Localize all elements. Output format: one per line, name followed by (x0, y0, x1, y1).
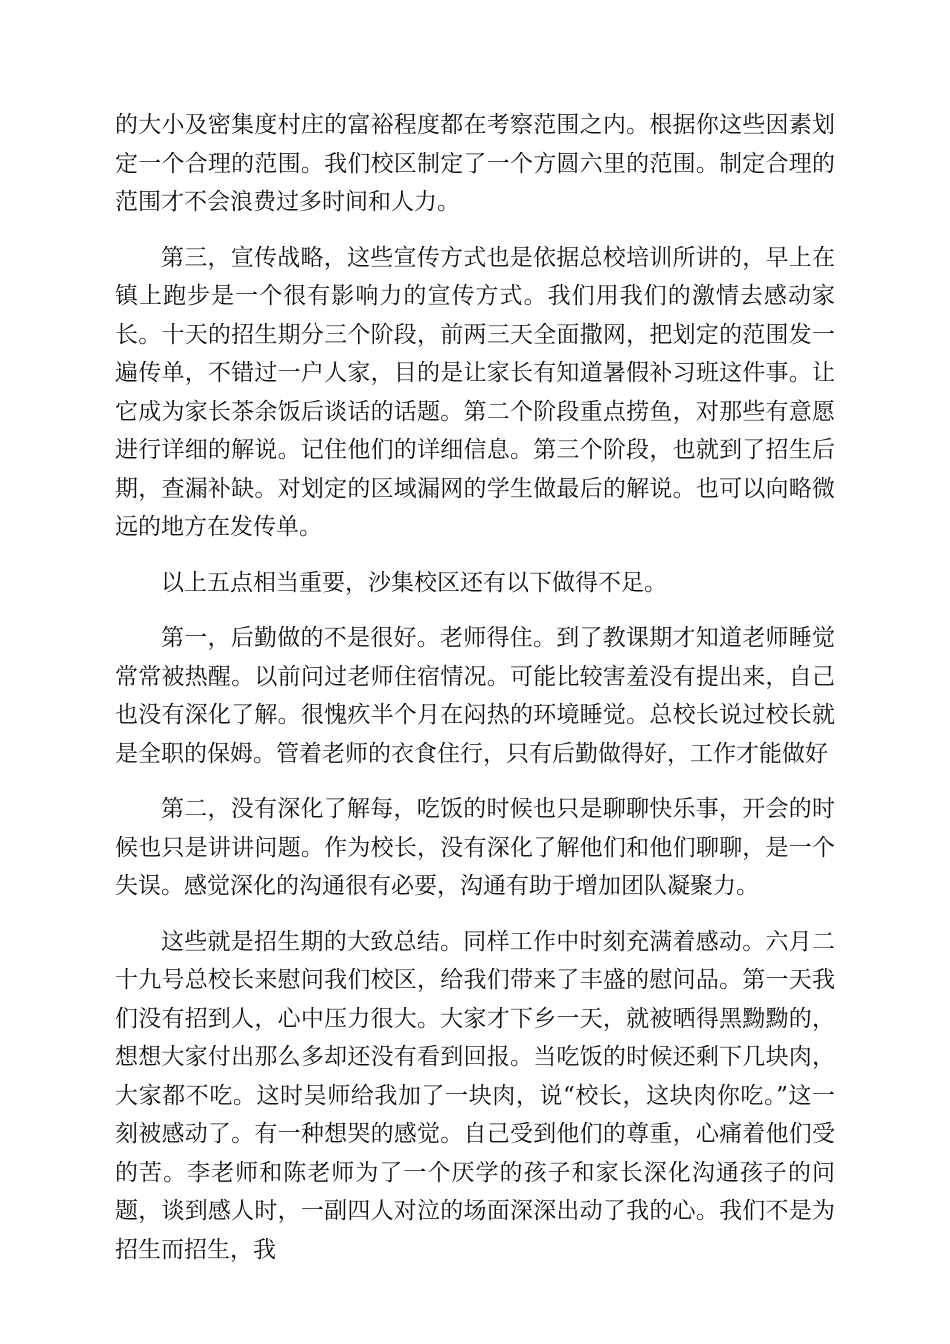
paragraph-third-promotion: 第三，宣传战略，这些宣传方式也是依据总校培训所讲的，早上在镇上跑步是一个很有影响力的宣传方式。我们用我们的激情去感动家长。十天的招生期分三个阶段，前两三天全面撒网，把划定的范围发一遍传单，不错过一户人家，目的是让家长有知道暑假补习班这件事。让它成为家长茶余饭后谈话的话题。第二个阶段重点捞鱼，对那些有意愿进行详细的解说。记住他们的详细信息。第三个阶段，也就到了招生后期，查漏补缺。对划定的区域漏网的学生做最后的解说。也可以向略微远的地方在发传单。 (115, 244, 835, 540)
paragraph-second-communication: 第二，没有深化了解每，吃饭的时候也只是聊聊快乐事，开会的时候也只是讲讲问题。作为校长，没有深化了解他们和他们聊聊，是一个失误。感觉深化的沟通很有必要，沟通有助于增加团队凝聚力。 (115, 796, 835, 899)
paragraph-summary: 这些就是招生期的大致总结。同样工作中时刻充满着感动。六月二十九号总校长来慰问我们校区，给我们带来了丰盛的慰问品。第一天我们没有招到人，心中压力很大。大家才下乡一天，就被晒得黑黝黝的，想想大家付出那么多却还没有看到回报。当吃饭的时候还剩下几块肉，大家都不吃。这时吴师给我加了一块肉，说“校长，这块肉你吃。”这一刻被感动了。有一种想哭的感觉。自己受到他们的尊重，心痛着他们受的苦。李老师和陈老师为了一个厌学的孩子和家长深化沟通孩子的问题，谈到感人时，一副四人对泣的场面深深出动了我的心。我们不是为招生而招生，我 (115, 928, 835, 1263)
paragraph-shortcomings-intro: 以上五点相当重要，沙集校区还有以下做得不足。 (161, 569, 667, 596)
document-body (115, 106, 835, 1286)
paragraph-scope-range: 的大小及密集度村庄的富裕程度都在考察范围之内。根据你这些因素划定一个合理的范围。我们校区制定了一个方圆六里的范围。制定合理的范围才不会浪费过多时间和人力。 (115, 112, 835, 215)
paragraph-first-logistics: 第一，后勤做的不是很好。老师得住。到了教课期才知道老师睡觉常常被热醒。以前问过老师住宿情况。可能比较害羞没有提出来，自己也没有深化了解。很愧疚半个月在闷热的环境睡觉。总校长说过校长就是全职的保姆。管着老师的衣食住行，只有后勤做得好，工作才能做好 (115, 625, 835, 767)
